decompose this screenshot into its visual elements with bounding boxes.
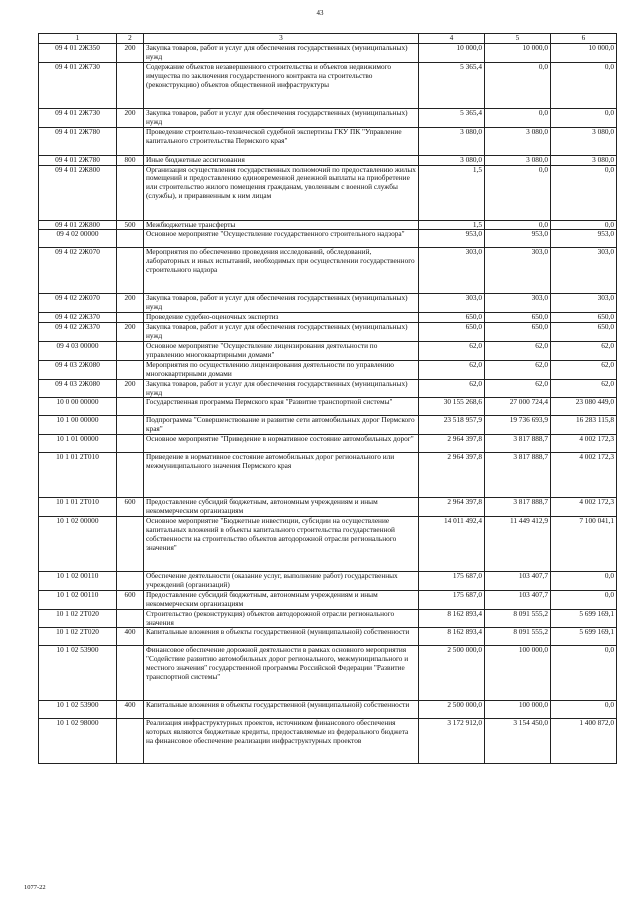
cell-description: Закупка товаров, работ и услуг для обеспечения государственных (муниципальных) нужд [144,379,419,398]
cell-value-2: 0,0 [485,62,551,108]
cell-code: 09 4 01 2Ж780 [39,127,117,155]
cell-description: Капитальные вложения в объекты государственной (муниципальной) собственности [144,628,419,646]
cell-code: 10 1 02 98000 [39,719,117,764]
cell-type [117,435,144,453]
cell-code: 09 4 02 2Ж370 [39,323,117,342]
cell-value-2: 8 091 555,2 [485,609,551,628]
cell-type [117,453,144,498]
cell-value-2: 3 154 450,0 [485,719,551,764]
table-row [39,294,617,313]
cell-type: 200 [117,108,144,127]
table-body [39,44,617,764]
table-row [39,590,617,609]
cell-value-2: 3 817 888,7 [485,435,551,453]
cell-description: Финансовое обеспечение дорожной деятельности в рамках основного мероприятия "Содействие развитию автомобильных дорог регионального, межмуниципального и местного значения" государственной программы Российской Федерации "Развитие транспортной системы" [144,646,419,701]
cell-type [117,517,144,572]
cell-code: 09 4 02 2Ж070 [39,294,117,313]
cell-description: Организация осуществления государственных полномочий по предоставлению жилых помещений и предоставлению единовременной денежной выплаты на приобретение или строительство жилого помещения гражданам, уволенным с военной службы (службы), и приравненным к ним лицам [144,165,419,220]
cell-value-2: 100 000,0 [485,646,551,701]
table-row [39,435,617,453]
cell-value-3: 0,0 [551,701,617,719]
cell-description: Мероприятия по осуществлению лицензирования деятельности по управлению многоквартирными домами [144,360,419,379]
table-row [39,398,617,416]
cell-description: Мероприятия по обеспечению проведения исследований, обследований, лабораторных и иных испытаний, необходимых при осуществлении государственного строительного надзора [144,248,419,294]
cell-type: 400 [117,701,144,719]
cell-value-3: 0,0 [551,590,617,609]
table-row [39,453,617,498]
cell-description: Межбюджетные трансферты [144,220,419,230]
cell-description: Закупка товаров, работ и услуг для обеспечения государственных (муниципальных) нужд [144,294,419,313]
cell-value-2: 10 000,0 [485,44,551,63]
cell-value-3: 3 080,0 [551,127,617,155]
table-row [39,44,617,63]
cell-value-3: 62,0 [551,379,617,398]
cell-type: 200 [117,323,144,342]
header-cell: 6 [551,34,617,44]
cell-value-3: 7 100 041,1 [551,517,617,572]
table-row [39,719,617,764]
table-row [39,323,617,342]
table-row [39,220,617,230]
cell-value-2: 103 407,7 [485,590,551,609]
cell-code: 10 1 02 53900 [39,646,117,701]
cell-type [117,341,144,360]
cell-value-3: 0,0 [551,62,617,108]
cell-description: Предоставление субсидий бюджетным, автономным учреждениям и иным некоммерческим организациям [144,590,419,609]
header-cell: 5 [485,34,551,44]
cell-code: 09 4 02 2Ж070 [39,248,117,294]
header-cell: 1 [39,34,117,44]
cell-description: Закупка товаров, работ и услуг для обеспечения государственных (муниципальных) нужд [144,44,419,63]
cell-value-3: 16 283 115,8 [551,416,617,435]
cell-type [117,230,144,248]
cell-value-1: 303,0 [419,248,485,294]
cell-description: Реализация инфраструктурных проектов, источником финансового обеспечения которых являются бюджетные кредиты, предоставляемые из федерального бюджета на финансовое обеспечение реализации инфраструктурных проектов [144,719,419,764]
table-row [39,155,617,165]
cell-value-2: 27 000 724,4 [485,398,551,416]
cell-code: 10 1 02 00110 [39,590,117,609]
cell-code: 09 4 02 00000 [39,230,117,248]
cell-code: 09 4 01 2Ж800 [39,165,117,220]
cell-value-2: 303,0 [485,294,551,313]
cell-value-3: 650,0 [551,313,617,323]
cell-description: Предоставление субсидий бюджетным, автономным учреждениям и иным некоммерческим организациям [144,498,419,517]
cell-value-1: 62,0 [419,360,485,379]
cell-code: 09 4 02 2Ж370 [39,313,117,323]
cell-value-3: 303,0 [551,294,617,313]
cell-value-3: 62,0 [551,341,617,360]
cell-value-3: 0,0 [551,572,617,591]
cell-value-1: 1,5 [419,220,485,230]
cell-type [117,416,144,435]
cell-type: 400 [117,628,144,646]
cell-type: 600 [117,590,144,609]
cell-value-1: 30 155 268,6 [419,398,485,416]
cell-value-2: 303,0 [485,248,551,294]
header-row [39,34,617,44]
cell-description: Содержание объектов незавершенного строительства и объектов недвижимого имущества по заключения государственного контракта на строительство (реконструкцию) объектов общественной инфраструктуры [144,62,419,108]
page-number: 43 [316,9,324,17]
cell-value-1: 62,0 [419,379,485,398]
cell-code: 09 4 01 2Ж800 [39,220,117,230]
table-row [39,230,617,248]
table-row [39,628,617,646]
cell-value-1: 62,0 [419,341,485,360]
cell-type [117,165,144,220]
header-cell: 3 [144,34,419,44]
cell-value-2: 62,0 [485,379,551,398]
cell-value-3: 3 080,0 [551,155,617,165]
cell-description: Основное мероприятие "Приведение в нормативное состояние автомобильных дорог" [144,435,419,453]
cell-code: 10 1 02 2Т020 [39,628,117,646]
budget-table [38,33,617,764]
cell-code: 10 1 01 2Т010 [39,453,117,498]
cell-value-1: 650,0 [419,323,485,342]
cell-type [117,360,144,379]
cell-code: 10 1 02 00110 [39,572,117,591]
cell-value-2: 19 736 693,9 [485,416,551,435]
cell-type [117,127,144,155]
cell-value-1: 3 172 912,0 [419,719,485,764]
header-cell: 2 [117,34,144,44]
cell-type [117,719,144,764]
cell-value-2: 650,0 [485,313,551,323]
cell-value-2: 100 000,0 [485,701,551,719]
cell-value-1: 175 687,0 [419,590,485,609]
cell-type: 200 [117,44,144,63]
cell-value-1: 5 365,4 [419,62,485,108]
table-row [39,416,617,435]
cell-description: Обеспечение деятельности (оказание услуг, выполнение работ) государственных учреждений (организаций) [144,572,419,591]
cell-value-1: 2 964 397,8 [419,435,485,453]
cell-code: 09 4 03 00000 [39,341,117,360]
cell-value-2: 0,0 [485,220,551,230]
cell-value-3: 0,0 [551,165,617,220]
cell-value-2: 3 080,0 [485,155,551,165]
cell-value-3: 4 002 172,3 [551,453,617,498]
table-row [39,62,617,108]
cell-value-2: 3 817 888,7 [485,453,551,498]
cell-type [117,398,144,416]
cell-code: 09 4 01 2Ж780 [39,155,117,165]
cell-value-2: 0,0 [485,165,551,220]
cell-type [117,572,144,591]
cell-value-3: 23 080 449,0 [551,398,617,416]
cell-value-2: 0,0 [485,108,551,127]
cell-description: Иные бюджетные ассигнования [144,155,419,165]
cell-description: Подпрограмма "Совершенствование и развитие сети автомобильных дорог Пермского края" [144,416,419,435]
cell-value-3: 4 002 172,3 [551,435,617,453]
table-row [39,313,617,323]
cell-value-2: 62,0 [485,341,551,360]
cell-value-1: 10 000,0 [419,44,485,63]
cell-value-3: 953,0 [551,230,617,248]
cell-value-3: 0,0 [551,646,617,701]
cell-value-2: 953,0 [485,230,551,248]
table-row [39,127,617,155]
table-row [39,379,617,398]
table-row [39,165,617,220]
cell-description: Капитальные вложения в объекты государственной (муниципальной) собственности [144,701,419,719]
cell-value-2: 650,0 [485,323,551,342]
cell-value-1: 5 365,4 [419,108,485,127]
cell-value-2: 11 449 412,9 [485,517,551,572]
cell-value-1: 8 162 893,4 [419,609,485,628]
cell-value-1: 2 964 397,8 [419,498,485,517]
cell-description: Закупка товаров, работ и услуг для обеспечения государственных (муниципальных) нужд [144,323,419,342]
cell-value-3: 4 002 172,3 [551,498,617,517]
cell-type: 200 [117,294,144,313]
cell-description: Закупка товаров, работ и услуг для обеспечения государственных (муниципальных) нужд [144,108,419,127]
table-row [39,108,617,127]
cell-type [117,646,144,701]
table-row [39,572,617,591]
cell-type [117,62,144,108]
cell-value-1: 953,0 [419,230,485,248]
cell-code: 10 1 02 2Т020 [39,609,117,628]
cell-value-2: 8 091 555,2 [485,628,551,646]
cell-description: Основное мероприятие "Бюджетные инвестиции, субсидии на осуществление капитальных вложений в объекты капитального строительства государственной собственности на строительство объектов автодорожной отрасли регионального значения" [144,517,419,572]
header-cell: 4 [419,34,485,44]
cell-value-1: 1,5 [419,165,485,220]
table-row [39,498,617,517]
cell-code: 09 4 01 2Ж350 [39,44,117,63]
cell-code: 10 1 01 2Т010 [39,498,117,517]
cell-description: Проведение судебно-оценочных экспертиз [144,313,419,323]
cell-value-2: 103 407,7 [485,572,551,591]
cell-description: Проведение строительно-технической судебной экспертизы ГКУ ПК "Управление капитального строительства Пермского края" [144,127,419,155]
cell-value-3: 0,0 [551,108,617,127]
table-row [39,517,617,572]
cell-type [117,248,144,294]
cell-value-2: 3 817 888,7 [485,498,551,517]
cell-value-1: 14 011 492,4 [419,517,485,572]
table-row [39,646,617,701]
cell-description: Строительство (реконструкция) объектов автодорожной отрасли регионального значения [144,609,419,628]
cell-value-1: 23 518 957,9 [419,416,485,435]
cell-value-3: 10 000,0 [551,44,617,63]
cell-type: 500 [117,220,144,230]
cell-type: 600 [117,498,144,517]
cell-code: 10 1 02 53900 [39,701,117,719]
cell-type [117,313,144,323]
cell-value-3: 62,0 [551,360,617,379]
cell-value-3: 5 699 169,1 [551,609,617,628]
cell-value-1: 303,0 [419,294,485,313]
cell-value-3: 1 400 872,0 [551,719,617,764]
table-row [39,341,617,360]
cell-type [117,609,144,628]
table-row [39,248,617,294]
cell-description: Основное мероприятие "Осуществление лицензирования деятельности по управлению многоквартирными домами" [144,341,419,360]
cell-value-1: 175 687,0 [419,572,485,591]
cell-code: 09 4 03 2Ж080 [39,360,117,379]
table-row [39,609,617,628]
cell-value-3: 303,0 [551,248,617,294]
cell-code: 10 1 01 00000 [39,435,117,453]
cell-value-3: 650,0 [551,323,617,342]
cell-value-1: 650,0 [419,313,485,323]
cell-value-1: 2 500 000,0 [419,701,485,719]
cell-value-1: 3 080,0 [419,127,485,155]
cell-value-2: 3 080,0 [485,127,551,155]
cell-type: 800 [117,155,144,165]
cell-code: 10 1 00 00000 [39,416,117,435]
cell-code: 10 1 02 00000 [39,517,117,572]
cell-code: 10 0 00 00000 [39,398,117,416]
cell-code: 09 4 01 2Ж730 [39,108,117,127]
cell-value-3: 0,0 [551,220,617,230]
cell-type: 200 [117,379,144,398]
cell-value-1: 3 080,0 [419,155,485,165]
cell-description: Приведение в нормативное состояние автомобильных дорог регионального или межмуниципального значения Пермского края [144,453,419,498]
table-row [39,360,617,379]
cell-value-3: 5 699 169,1 [551,628,617,646]
cell-value-1: 2 964 397,8 [419,453,485,498]
cell-description: Государственная программа Пермского края "Развитие транспортной системы" [144,398,419,416]
footer-code: 1077-22 [24,884,46,891]
cell-value-2: 62,0 [485,360,551,379]
cell-value-1: 2 500 000,0 [419,646,485,701]
cell-description: Основное мероприятие "Осуществление государственного строительного надзора" [144,230,419,248]
cell-code: 09 4 03 2Ж080 [39,379,117,398]
cell-value-1: 8 162 893,4 [419,628,485,646]
table-row [39,701,617,719]
cell-code: 09 4 01 2Ж730 [39,62,117,108]
